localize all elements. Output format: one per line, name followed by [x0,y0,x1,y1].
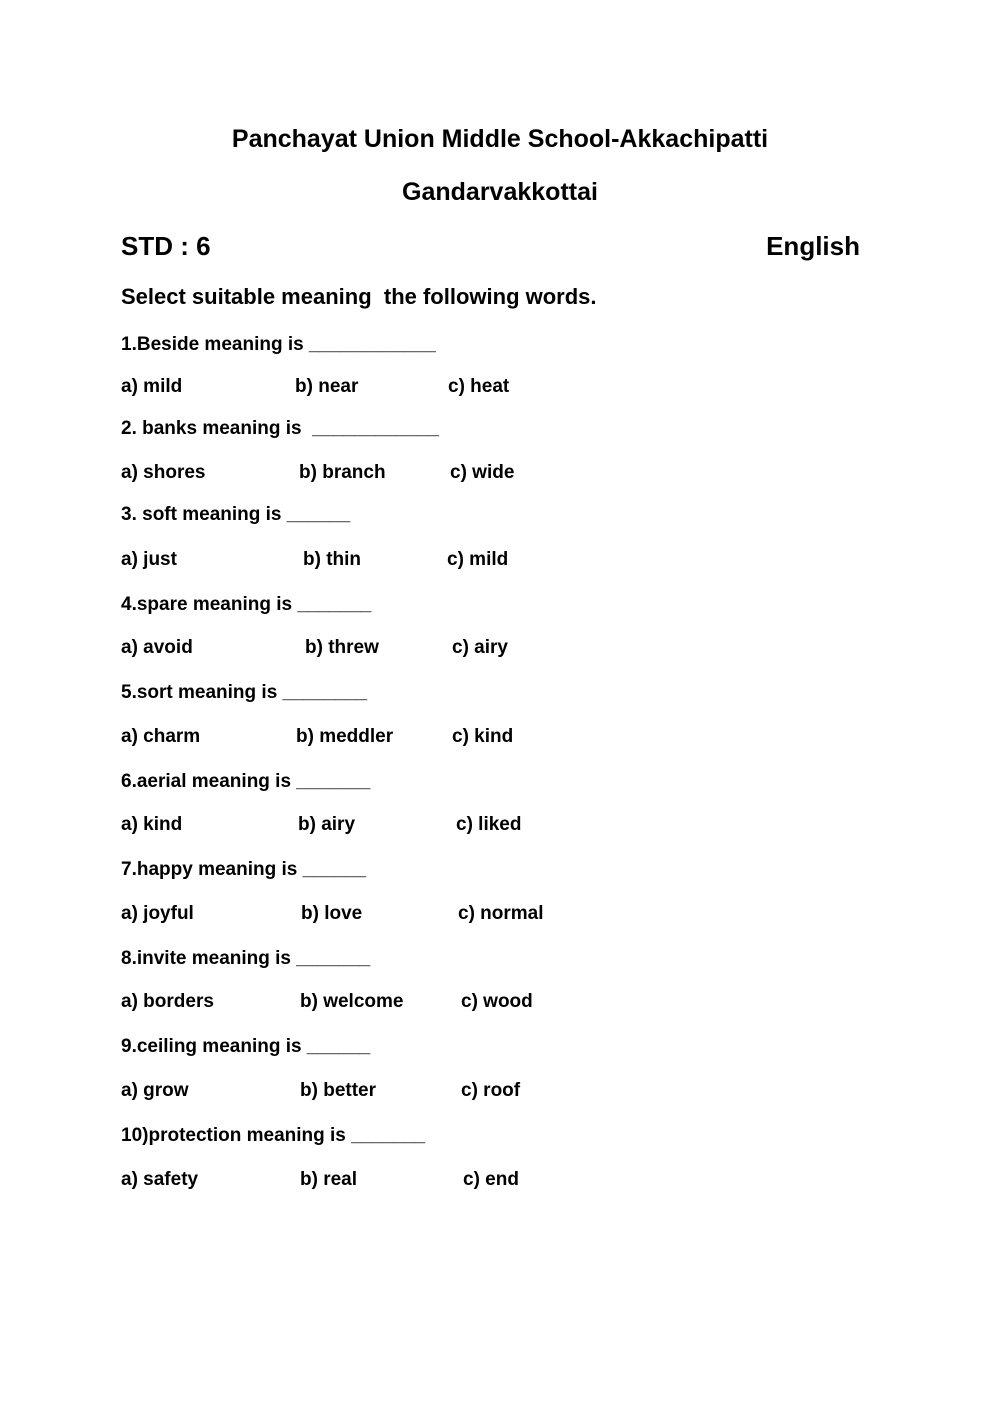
instruction-text: Select suitable meaning the following words. [121,284,597,309]
option-b: b) meddler [296,726,394,747]
option-row [121,545,881,575]
option-c: c) normal [458,903,544,924]
option-a: a) mild [121,376,183,397]
question-6 [121,767,881,840]
question-1 [121,330,881,402]
standard-label: STD : 6 [121,231,211,261]
question-2 [121,414,881,488]
option-a: a) safety [121,1169,199,1190]
option-a: a) avoid [121,637,193,658]
question-3 [121,500,881,575]
school-name: Panchayat Union Middle School-Akkachipatti [231,125,769,153]
option-c: c) airy [452,637,508,658]
option-c: c) wood [461,991,533,1012]
option-b: b) love [301,903,363,924]
option-b: b) threw [305,637,379,658]
option-c: c) end [463,1169,519,1190]
option-c: c) wide [450,462,515,483]
option-row [121,722,881,752]
option-row [121,810,881,840]
option-c: c) liked [456,814,522,835]
option-b: b) near [295,376,359,397]
question-9 [121,1032,881,1106]
option-c: c) mild [447,549,509,570]
option-c: c) kind [452,726,514,747]
option-a: a) just [121,549,177,570]
question-text: 9.ceiling meaning is ______ [121,1036,371,1057]
option-b: b) better [300,1080,376,1101]
option-c: c) heat [448,376,510,397]
option-a: a) grow [121,1080,189,1101]
option-c: c) roof [461,1080,521,1101]
option-row [121,633,881,663]
option-row [121,372,881,402]
option-a: a) shores [121,462,206,483]
question-text: 7.happy meaning is ______ [121,859,367,880]
question-4 [121,590,881,663]
option-b: b) real [300,1169,358,1190]
option-a: a) kind [121,814,183,835]
option-a: a) charm [121,726,201,747]
option-a: a) borders [121,991,214,1012]
question-text: 10)protection meaning is _______ [121,1125,426,1146]
option-b: b) airy [298,814,356,835]
option-row [121,1076,881,1106]
option-row [121,899,881,929]
question-text: 4.spare meaning is _______ [121,594,372,615]
question-text: 1.Beside meaning is ____________ [121,334,436,355]
option-b: b) thin [303,549,362,570]
option-row [121,1165,881,1195]
question-text: 6.aerial meaning is _______ [121,771,371,792]
question-text: 2. banks meaning is ____________ [121,418,439,439]
option-b: b) welcome [300,991,404,1012]
question-5 [121,678,881,752]
question-8 [121,944,881,1017]
subject-label: English [766,231,860,261]
question-7 [121,855,881,929]
option-row [121,458,881,488]
question-text: 8.invite meaning is _______ [121,948,371,969]
question-10 [121,1121,881,1195]
option-b: b) branch [299,462,386,483]
question-list [121,330,881,1195]
option-a: a) joyful [121,903,194,924]
school-place: Gandarvakkottai [402,178,598,206]
question-text: 5.sort meaning is ________ [121,682,368,703]
question-text: 3. soft meaning is ______ [121,504,351,525]
option-row [121,987,881,1017]
